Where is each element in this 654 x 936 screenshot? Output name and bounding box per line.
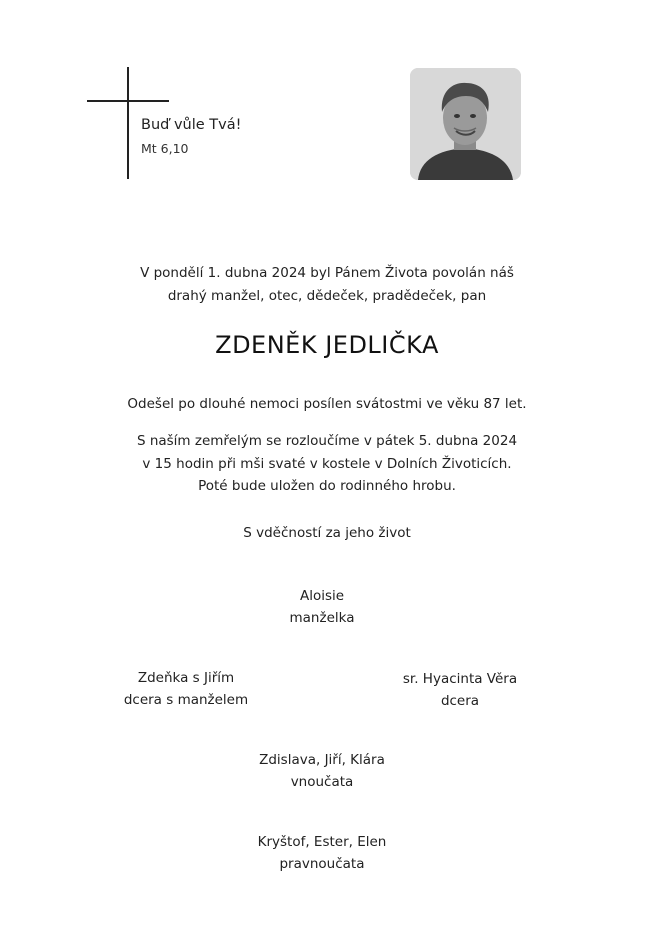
mourner-relation: dcera s manželem bbox=[123, 692, 249, 708]
mourner-relation: pravnoučata bbox=[279, 856, 365, 872]
cross-vertical-bar bbox=[127, 67, 129, 179]
death-note: Odešel po dlouhé nemoci posílen svátostmi ve věku 87 let. bbox=[127, 396, 527, 412]
mourner-name: Kryštof, Ester, Elen bbox=[257, 834, 387, 850]
mourner-relation: manželka bbox=[289, 610, 355, 626]
verse-reference: Mt 6,10 bbox=[141, 141, 189, 156]
mourner-name: sr. Hyacinta Věra bbox=[402, 671, 518, 687]
funeral-line-3: Poté bude uložen do rodinného hrobu. bbox=[198, 478, 456, 494]
intro-line-2: drahý manžel, otec, dědeček, pradědeček, pan bbox=[167, 288, 487, 304]
cross-horizontal-bar bbox=[87, 100, 169, 102]
portrait-photo bbox=[410, 68, 521, 180]
mourner-name: Zdeňka s Jiřím bbox=[137, 670, 235, 686]
funeral-line-2: v 15 hodin při mši svaté v kostele v Dolních Životicích. bbox=[142, 456, 512, 472]
mourner-relation: vnoučata bbox=[290, 774, 354, 790]
mourner-daughter-vera bbox=[360, 668, 560, 712]
bible-verse: Buď vůle Tvá! bbox=[141, 117, 242, 133]
mourner-great-grandchildren bbox=[222, 831, 422, 875]
funeral-line-1: S naším zemřelým se rozloučíme v pátek 5. dubna 2024 bbox=[136, 433, 518, 449]
mourner-name: Aloisie bbox=[299, 588, 345, 604]
mourner-grandchildren bbox=[222, 749, 422, 793]
mourner-relation: dcera bbox=[440, 693, 480, 709]
mourner-daughter-zdenka bbox=[86, 667, 286, 711]
deceased-name: ZDENĚK JEDLIČKA bbox=[215, 331, 439, 359]
mourner-wife bbox=[222, 585, 422, 629]
mourner-name: Zdislava, Jiří, Klára bbox=[259, 752, 385, 768]
gratitude-line: S vděčností za jeho život bbox=[243, 525, 411, 541]
intro-line-1: V pondělí 1. dubna 2024 byl Pánem Života povolán náš bbox=[140, 265, 514, 281]
